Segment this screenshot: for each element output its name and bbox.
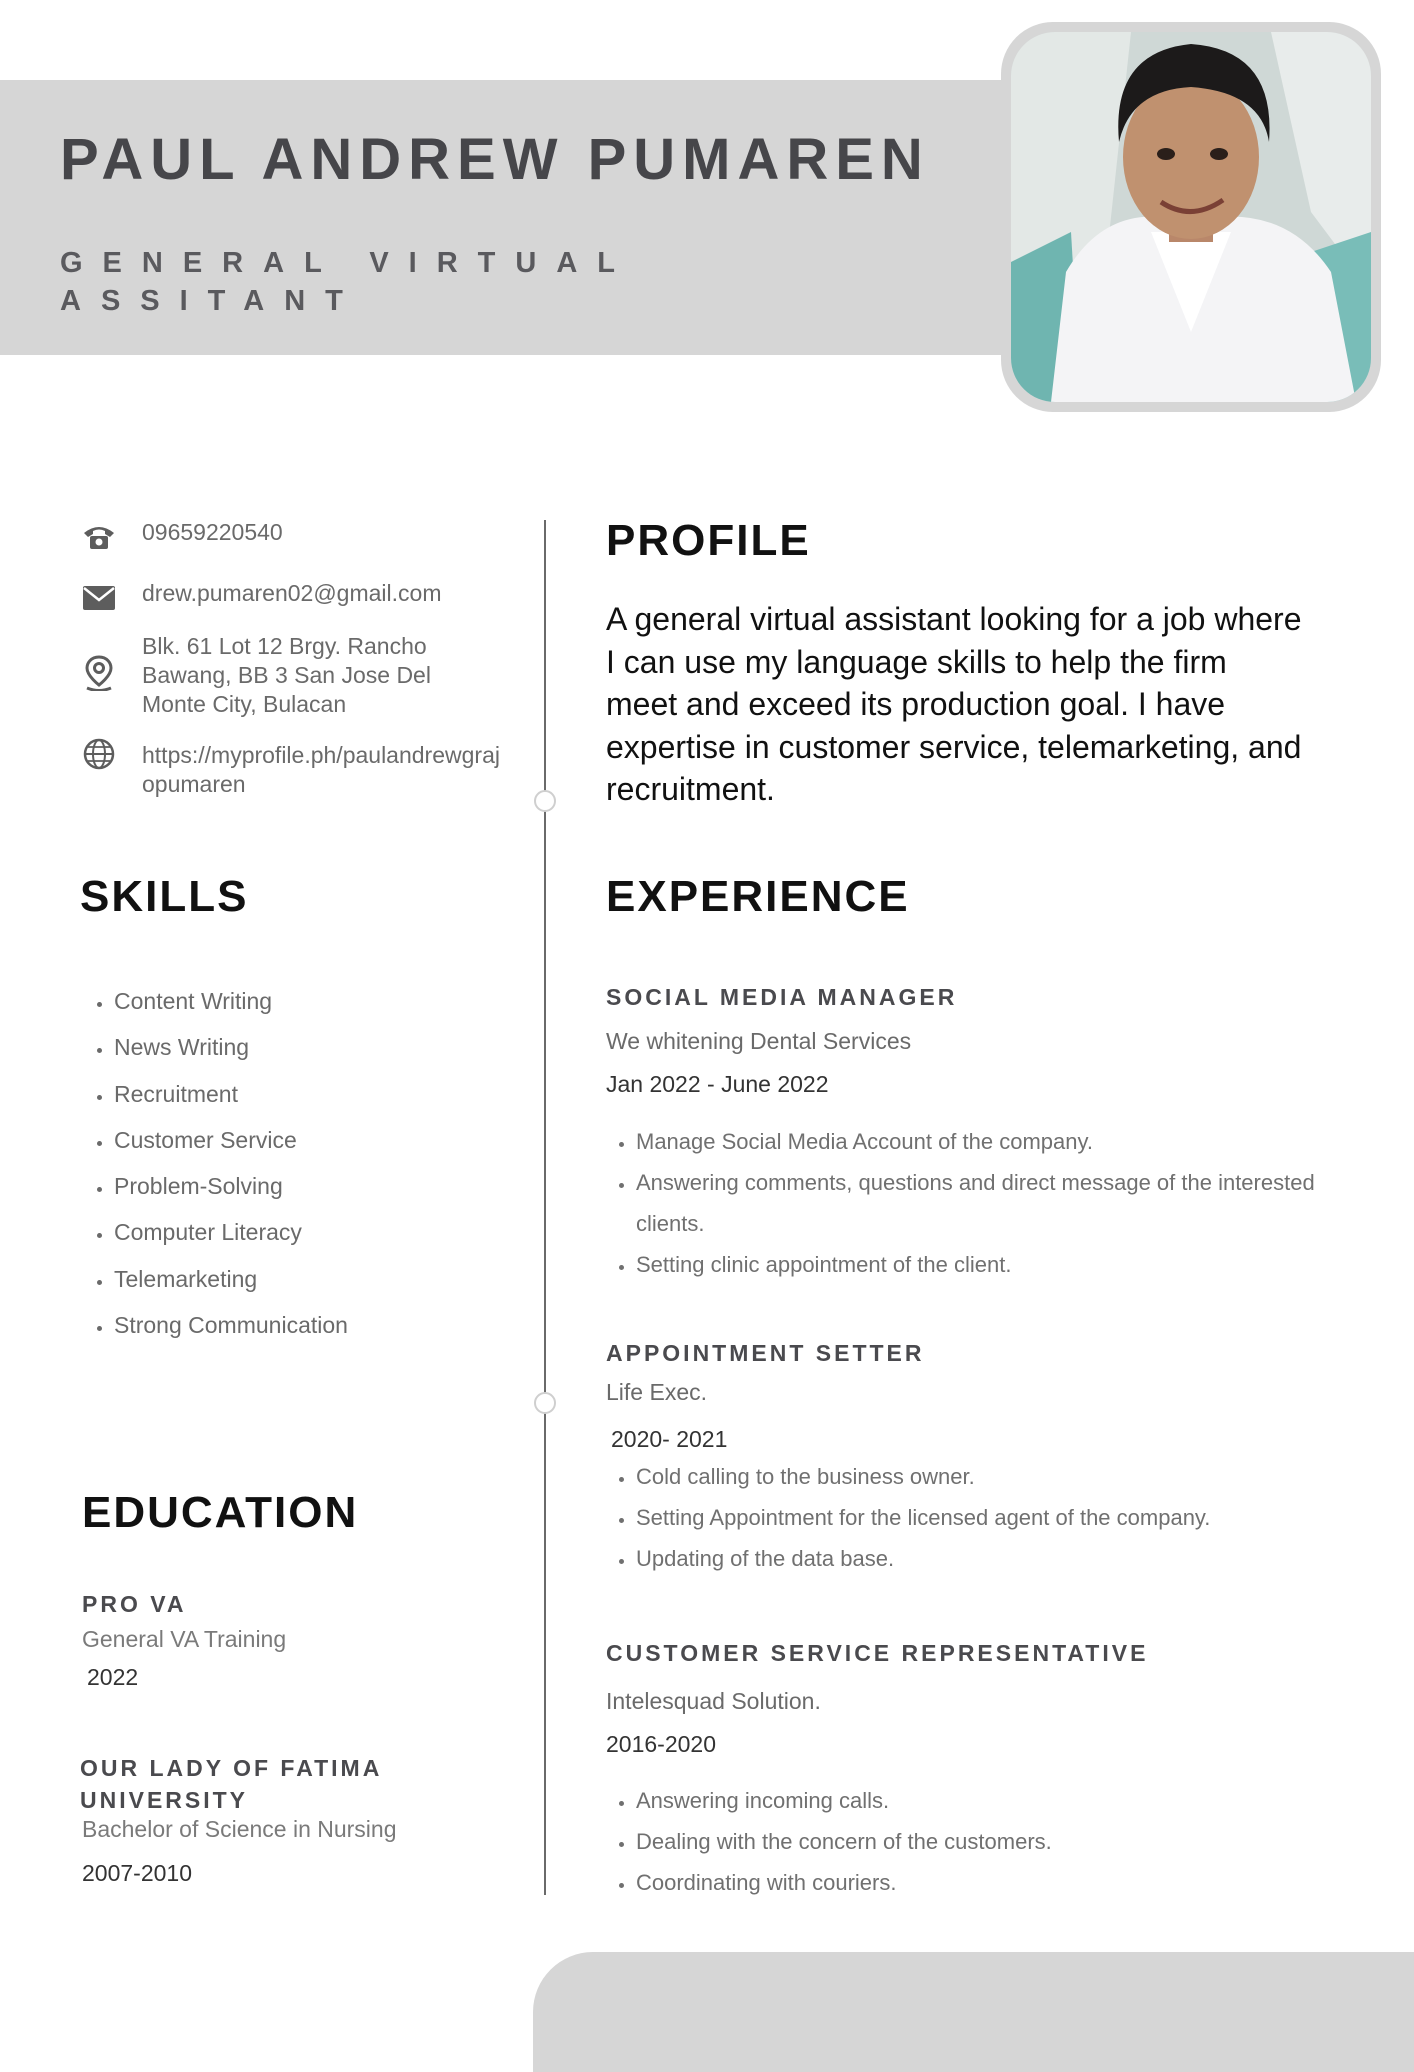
skill-item: • Strong Communication [114,1302,348,1348]
duty-item: • Setting clinic appointment of the client. [636,1244,1336,1285]
map-pin-icon [80,654,118,692]
education-program: Bachelor of Science in Nursing [82,1816,397,1842]
envelope-icon [80,579,118,617]
duty-item: • Answering comments, questions and direct message of the interested clients. [636,1162,1336,1244]
skill-item: • Customer Service [114,1117,348,1163]
experience-heading: EXPERIENCE [606,872,910,921]
education-school: OUR LADY OF FATIMA UNIVERSITY [80,1755,382,1813]
profile-photo-frame [1001,22,1381,412]
education-school: PRO VA [82,1591,187,1617]
job-dates: 2020- 2021 [611,1426,728,1452]
job-dates: Jan 2022 - June 2022 [606,1071,829,1097]
column-divider [544,520,546,1895]
contact-phone [80,518,283,556]
candidate-name: PAUL ANDREW PUMAREN [60,127,930,192]
contact-address [80,632,500,719]
job-title: CUSTOMER SERVICE REPRESENTATIVE [606,1640,1149,1666]
job-company: We whitening Dental Services [606,1028,912,1054]
job-duties [606,1121,1336,1285]
footer-decoration [533,1952,1414,2072]
candidate-role: GENERAL VIRTUAL ASSITANT [60,247,635,317]
website-link[interactable]: https://myprofile.ph/paulandrewgrajopumaren [142,742,500,797]
skills-heading: SKILLS [80,872,249,921]
skill-item: • Content Writing [114,978,348,1024]
job-company: Intelesquad Solution. [606,1688,821,1714]
duty-item: • Manage Social Media Account of the company. [636,1121,1336,1162]
contact-website [80,741,510,799]
phone-icon [80,518,118,556]
education-program: General VA Training [82,1626,287,1652]
job-title: APPOINTMENT SETTER [606,1340,925,1366]
skill-item: • News Writing [114,1024,348,1070]
job-dates: 2016-2020 [606,1731,716,1757]
skill-item: • Computer Literacy [114,1209,348,1255]
divider-node [534,1392,556,1414]
education-year: 2007-2010 [82,1860,192,1886]
education-year: 2022 [87,1664,139,1690]
phone-number[interactable]: 09659220540 [142,519,283,545]
divider-node [534,790,556,812]
job-duties [606,1456,1336,1579]
street-address: Blk. 61 Lot 12 Brgy. Rancho Bawang, BB 3 San Jose Del Monte City, Bulacan [142,633,431,717]
email-address[interactable]: drew.pumaren02@gmail.com [142,580,442,606]
duty-item: • Answering incoming calls. [636,1780,1336,1821]
skill-item: • Telemarketing [114,1256,348,1302]
skill-item: • Problem-Solving [114,1163,348,1209]
duty-item: • Updating of the data base. [636,1538,1336,1579]
duty-item: • Cold calling to the business owner. [636,1456,1336,1497]
job-title: SOCIAL MEDIA MANAGER [606,984,958,1010]
duty-item: • Coordinating with couriers. [636,1862,1336,1903]
contact-email [80,579,441,617]
profile-summary: A general virtual assistant looking for a job where I can use my language skills to help the firm meet and exceed its production goal. I have expertise in customer service, telemarketing, and recruitment. [606,601,1302,807]
job-company: Life Exec. [606,1379,707,1405]
duty-item: • Dealing with the concern of the customers. [636,1821,1336,1862]
globe-icon [80,735,118,773]
duty-item: • Setting Appointment for the licensed agent of the company. [636,1497,1336,1538]
profile-photo [1011,32,1371,402]
education-heading: EDUCATION [82,1488,359,1537]
skill-item: • Recruitment [114,1071,348,1117]
job-duties [606,1780,1336,1903]
profile-heading: PROFILE [606,516,811,565]
skills-list [82,978,348,1348]
